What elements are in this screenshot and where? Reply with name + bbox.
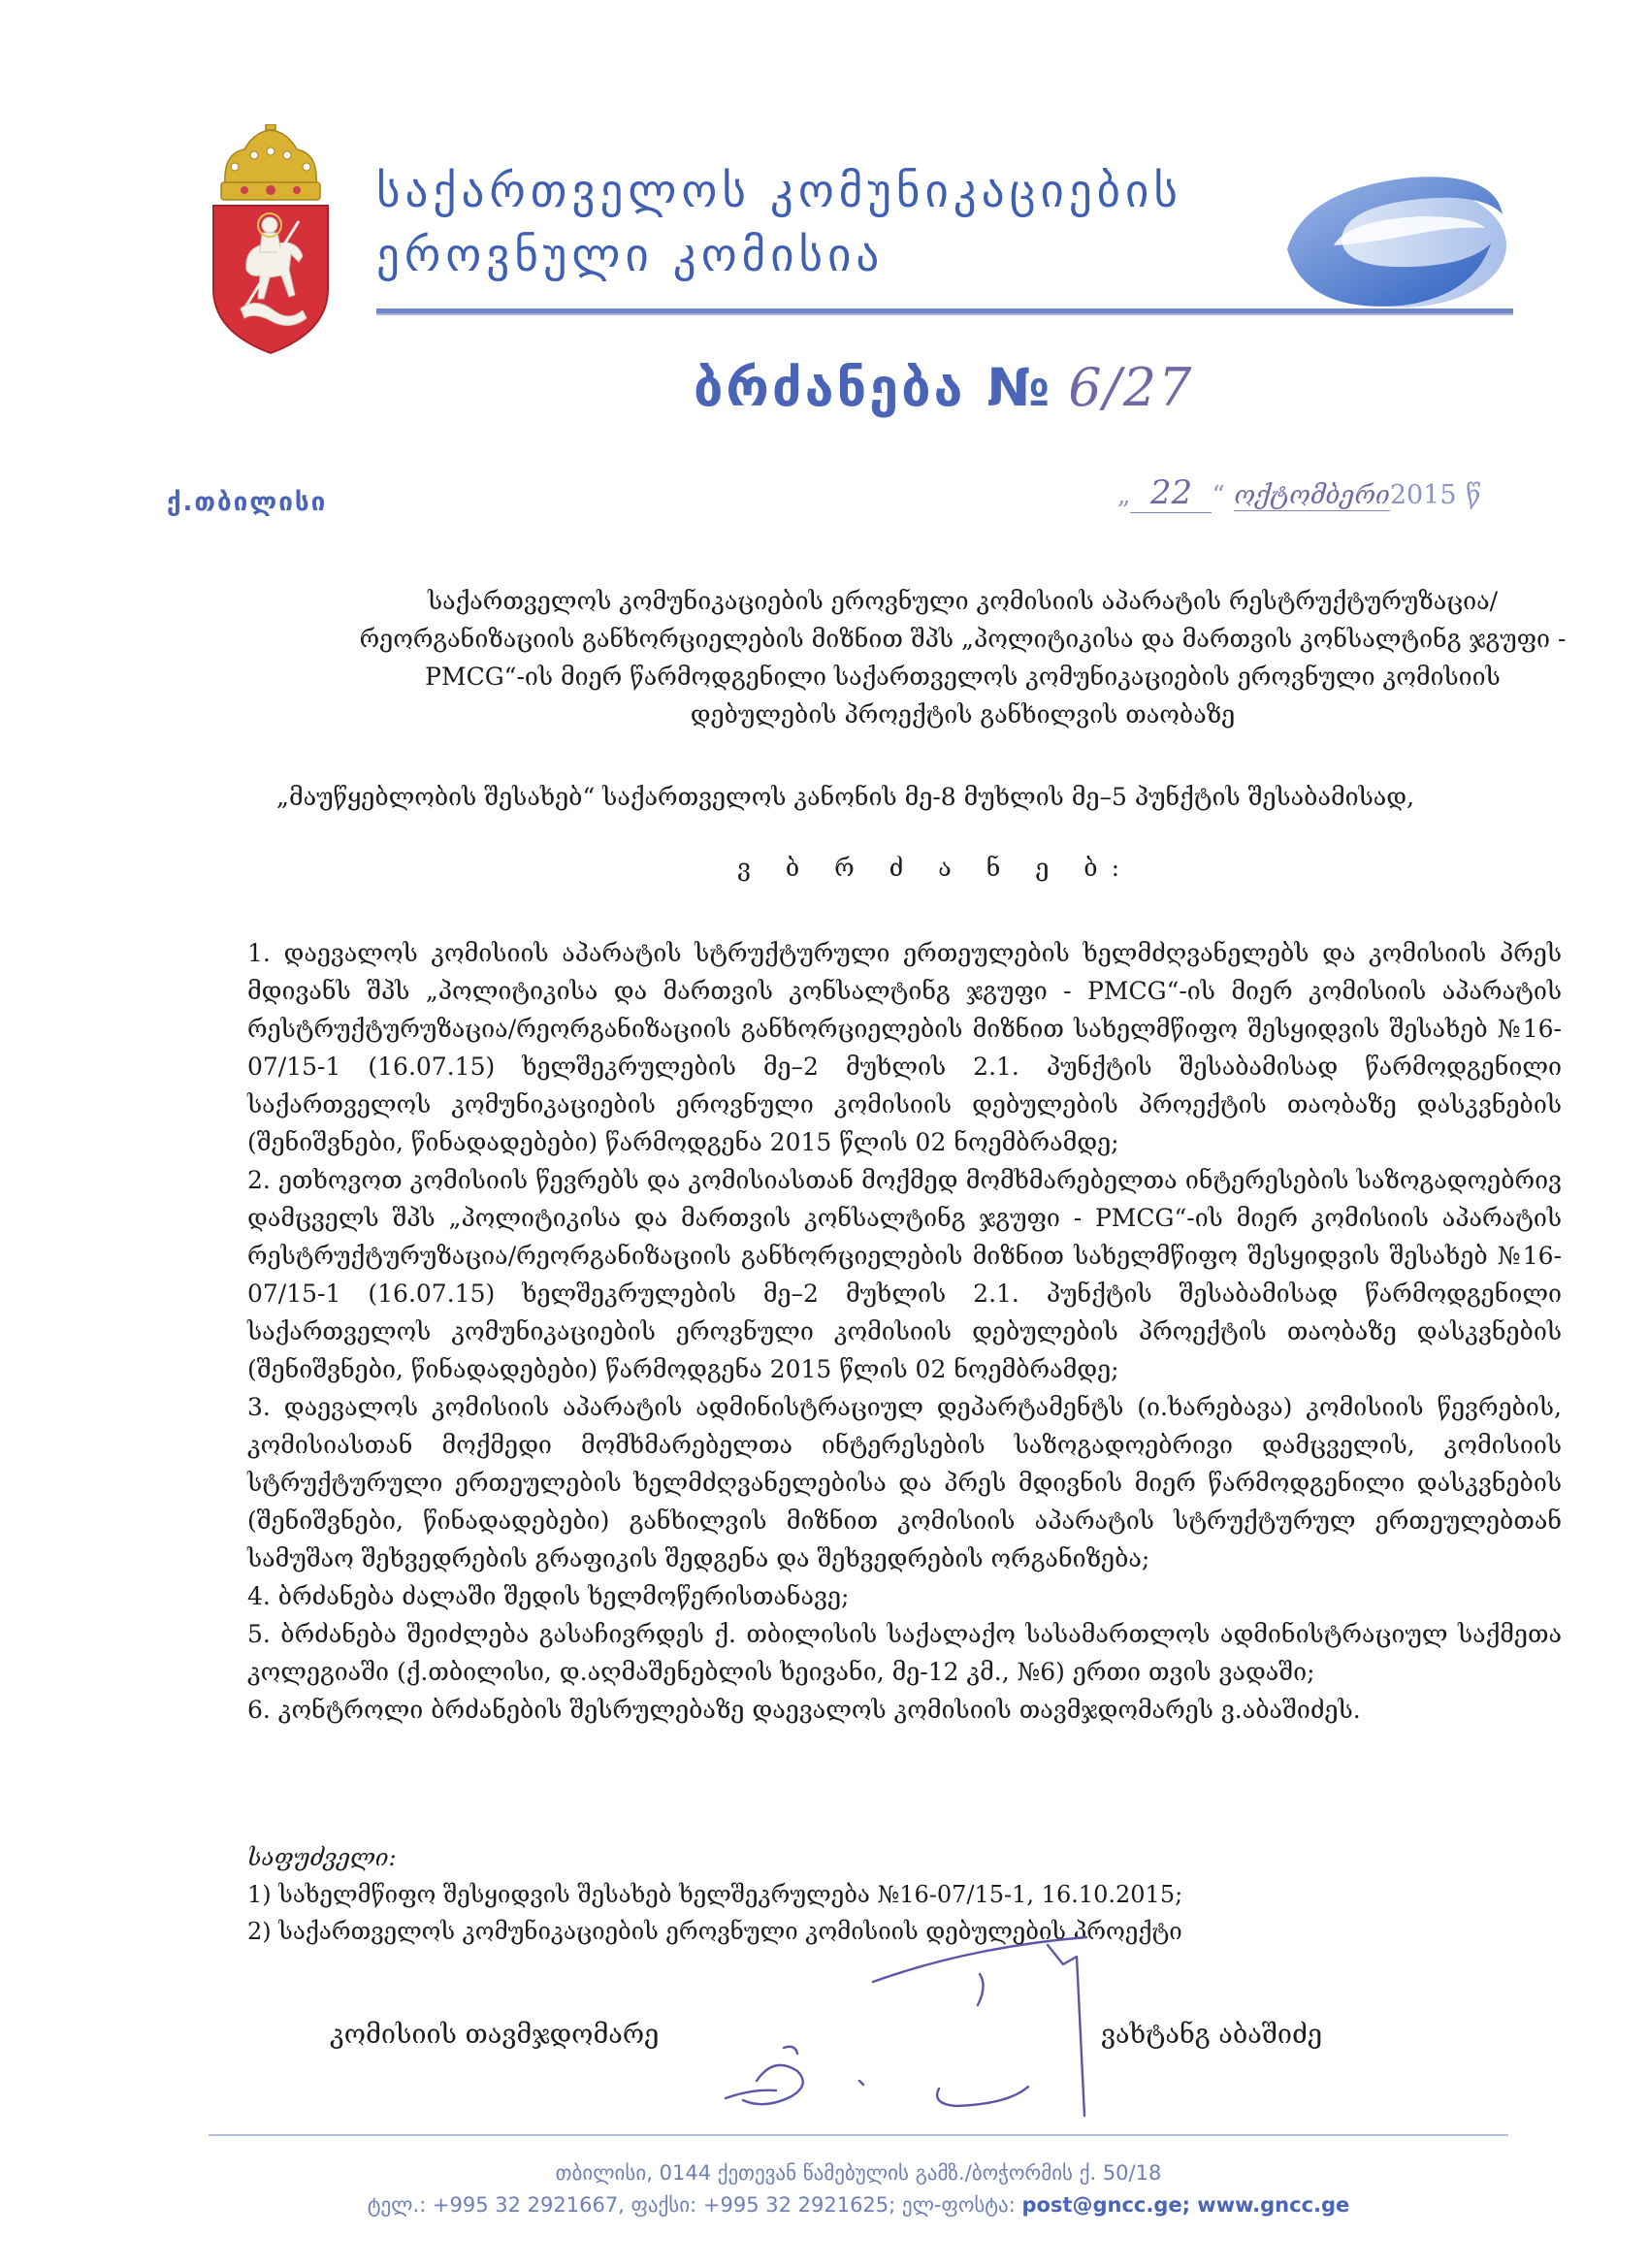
order-number: 6/27 [1068,357,1194,418]
order-date [1117,473,1481,513]
footer [209,2157,1508,2221]
date-month: ოქტომბერი [1234,481,1390,510]
basis-item: 1) სახელმწიფო შესყიდვის შესახებ ხელშეკრულება №16-07/15-1, 16.10.2015; [247,1881,1183,1908]
footer-address: თბილისი, 0144 ქეთევან წამებულის გამზ./ბოჭორმის ქ. 50/18 [555,2161,1162,2185]
organization-name-line-1: საქართველოს კომუნიკაციების [376,165,1182,218]
date-open-quote: „ [1117,481,1131,510]
decree-word: ვ ბ რ ძ ა ნ ე ბ: [737,854,1134,882]
letterhead-divider [376,308,1513,315]
order-item: 3. დაევალოს კომისიის აპარატის ადმინისტრაციულ დეპარტამენტს (ი.ხარებავა) კომისიის წევრების, კომისიასთან მოქმედი მომხმარებელთა ინტერესების საზოგადოებრივი დამცველის, კომისიის სტრუქტურული ერთეულების ხელმძღვანელებისა და პრეს მდივნის მიერ წარმოდგენილი დასკვნების (შენიშვნები, წინადადებები) განხილვის მიზნით კომისიის აპარატის სტრუქტურულ ერთეულებთან სამუშაო შეხვედრების გრაფიკის შედგენა და შეხვედრების ორგანიზება; [247,1393,1562,1572]
order-item: 6. კონტროლი ბრძანების შესრულებაზე დაევალოს კომისიის თავმჯდომარეს ვ.აბაშიძეს. [247,1696,1361,1724]
signer-role: კომისიის თავმჯდომარე [330,2020,660,2050]
order-heading [694,357,1193,418]
order-item: 2. ეთხოვოთ კომისიის წევრებს და კომისიასთან მოქმედ მომხმარებელთა ინტერესების საზოგადოებრივ დამცველს შპს „პოლიტიკისა და მართვის კონსალტინგ ჯგუფი - PMCG“-ის მიერ კომისიის აპარატის რესტრუქტურუზაცია/რეორგანიზაციის განხორციელების მიზნით სახელმწიფო შესყიდვის შესახებ №16-07/15-1 (16.07.15) ხელშეკრულების მე–2 მუხლის 2.1. პუნქტის შესაბამისად წარმოდგენილი საქართველოს კომუნიკაციების ეროვნული კომისიის დებულების პროექტის თაობაზე დასკვნების (შენიშვნები, წინადადებები) წარმოდგენა 2015 წლის 02 ნოემბრამდე; [247,1166,1562,1383]
footer-contacts [209,2189,1508,2221]
document-title: საქართველოს კომუნიკაციების ეროვნული კომისიის აპარატის რესტრუქტურუზაცია/რეორგანიზაციის განხორციელების მიზნით შპს „პოლიტიკისა და მართვის კონსალტინგ ჯგუფი - PMCG“-ის მიერ წარმოდგენილი საქართველოს კომუნიკაციების ეროვნული კომისიის დებულების პროექტის განხილვის თაობაზე [359,587,1567,729]
coat-of-arms-icon [206,124,337,357]
date-close-quote: “ [1212,481,1225,510]
order-item: 1. დაევალოს კომისიის აპარატის სტრუქტურული ერთეულების ხელმძღვანელებს და კომისიის პრეს მდივანს შპს „პოლიტიკისა და მართვის კონსალტინგ ჯგუფი - PMCG“-ის მიერ კომისიის აპარატის რესტრუქტურუზაცია/რეორგანიზაციის განხორციელების მიზნით სახელმწიფო შესყიდვის შესახებ №16-07/15-1 (16.07.15) ხელშეკრულების მე–2 მუხლის 2.1. პუნქტის შესაბამისად წარმოდგენილი საქართველოს კომუნიკაციების ეროვნული კომისიის დებულების პროექტის თაობაზე დასკვნების (შენიშვნები, წინადადებები) წარმოდგენა 2015 წლის 02 ნოემბრამდე; [247,939,1562,1156]
organization-name [376,160,1269,288]
footer-email-website[interactable]: post@gncc.ge; www.gncc.ge [1021,2193,1350,2217]
basis-item: 2) საქართველოს კომუნიკაციების ეროვნული კომისიის დებულების პროექტი [247,1918,1182,1945]
order-label: ბრძანება № [694,357,1053,418]
signer-name: ვახტანგ აბაშიძე [1101,2020,1323,2050]
order-item: 5. ბრძანება შეიძლება გასაჩივრდეს ქ. თბილისის საქალაქო სასამართლოს ადმინისტრაციულ საქმეთა კოლეგიაში (ქ.თბილისი, დ.აღმაშენებლის ხეივანი, მე-12 კმ., №6) ერთი თვის ვადაში; [247,1620,1562,1686]
date-year-suffix: წ [1466,480,1481,510]
date-day: 22 [1130,473,1212,513]
organization-name-line-2: ეროვნული კომისია [376,229,885,282]
order-items [247,934,1562,1729]
date-year: 2015 [1389,480,1457,510]
footer-phone-fax: ტელ.: +995 32 2921667, ფაქსი: +995 32 2921625; ელ-ფოსტა: [367,2193,1022,2217]
preamble: „მაუწყებლობის შესახებ“ საქართველოს კანონის მე-8 მუხლის მე–5 პუნქტის შესაბამისად, [276,783,1415,811]
footer-divider [209,2134,1508,2136]
city-label: ქ.თბილისი [167,488,328,517]
basis-heading: საფუძველი: [247,1844,397,1871]
order-item: 4. ბრძანება ძალაში შედის ხელმოწერისთანავე; [247,1582,850,1610]
